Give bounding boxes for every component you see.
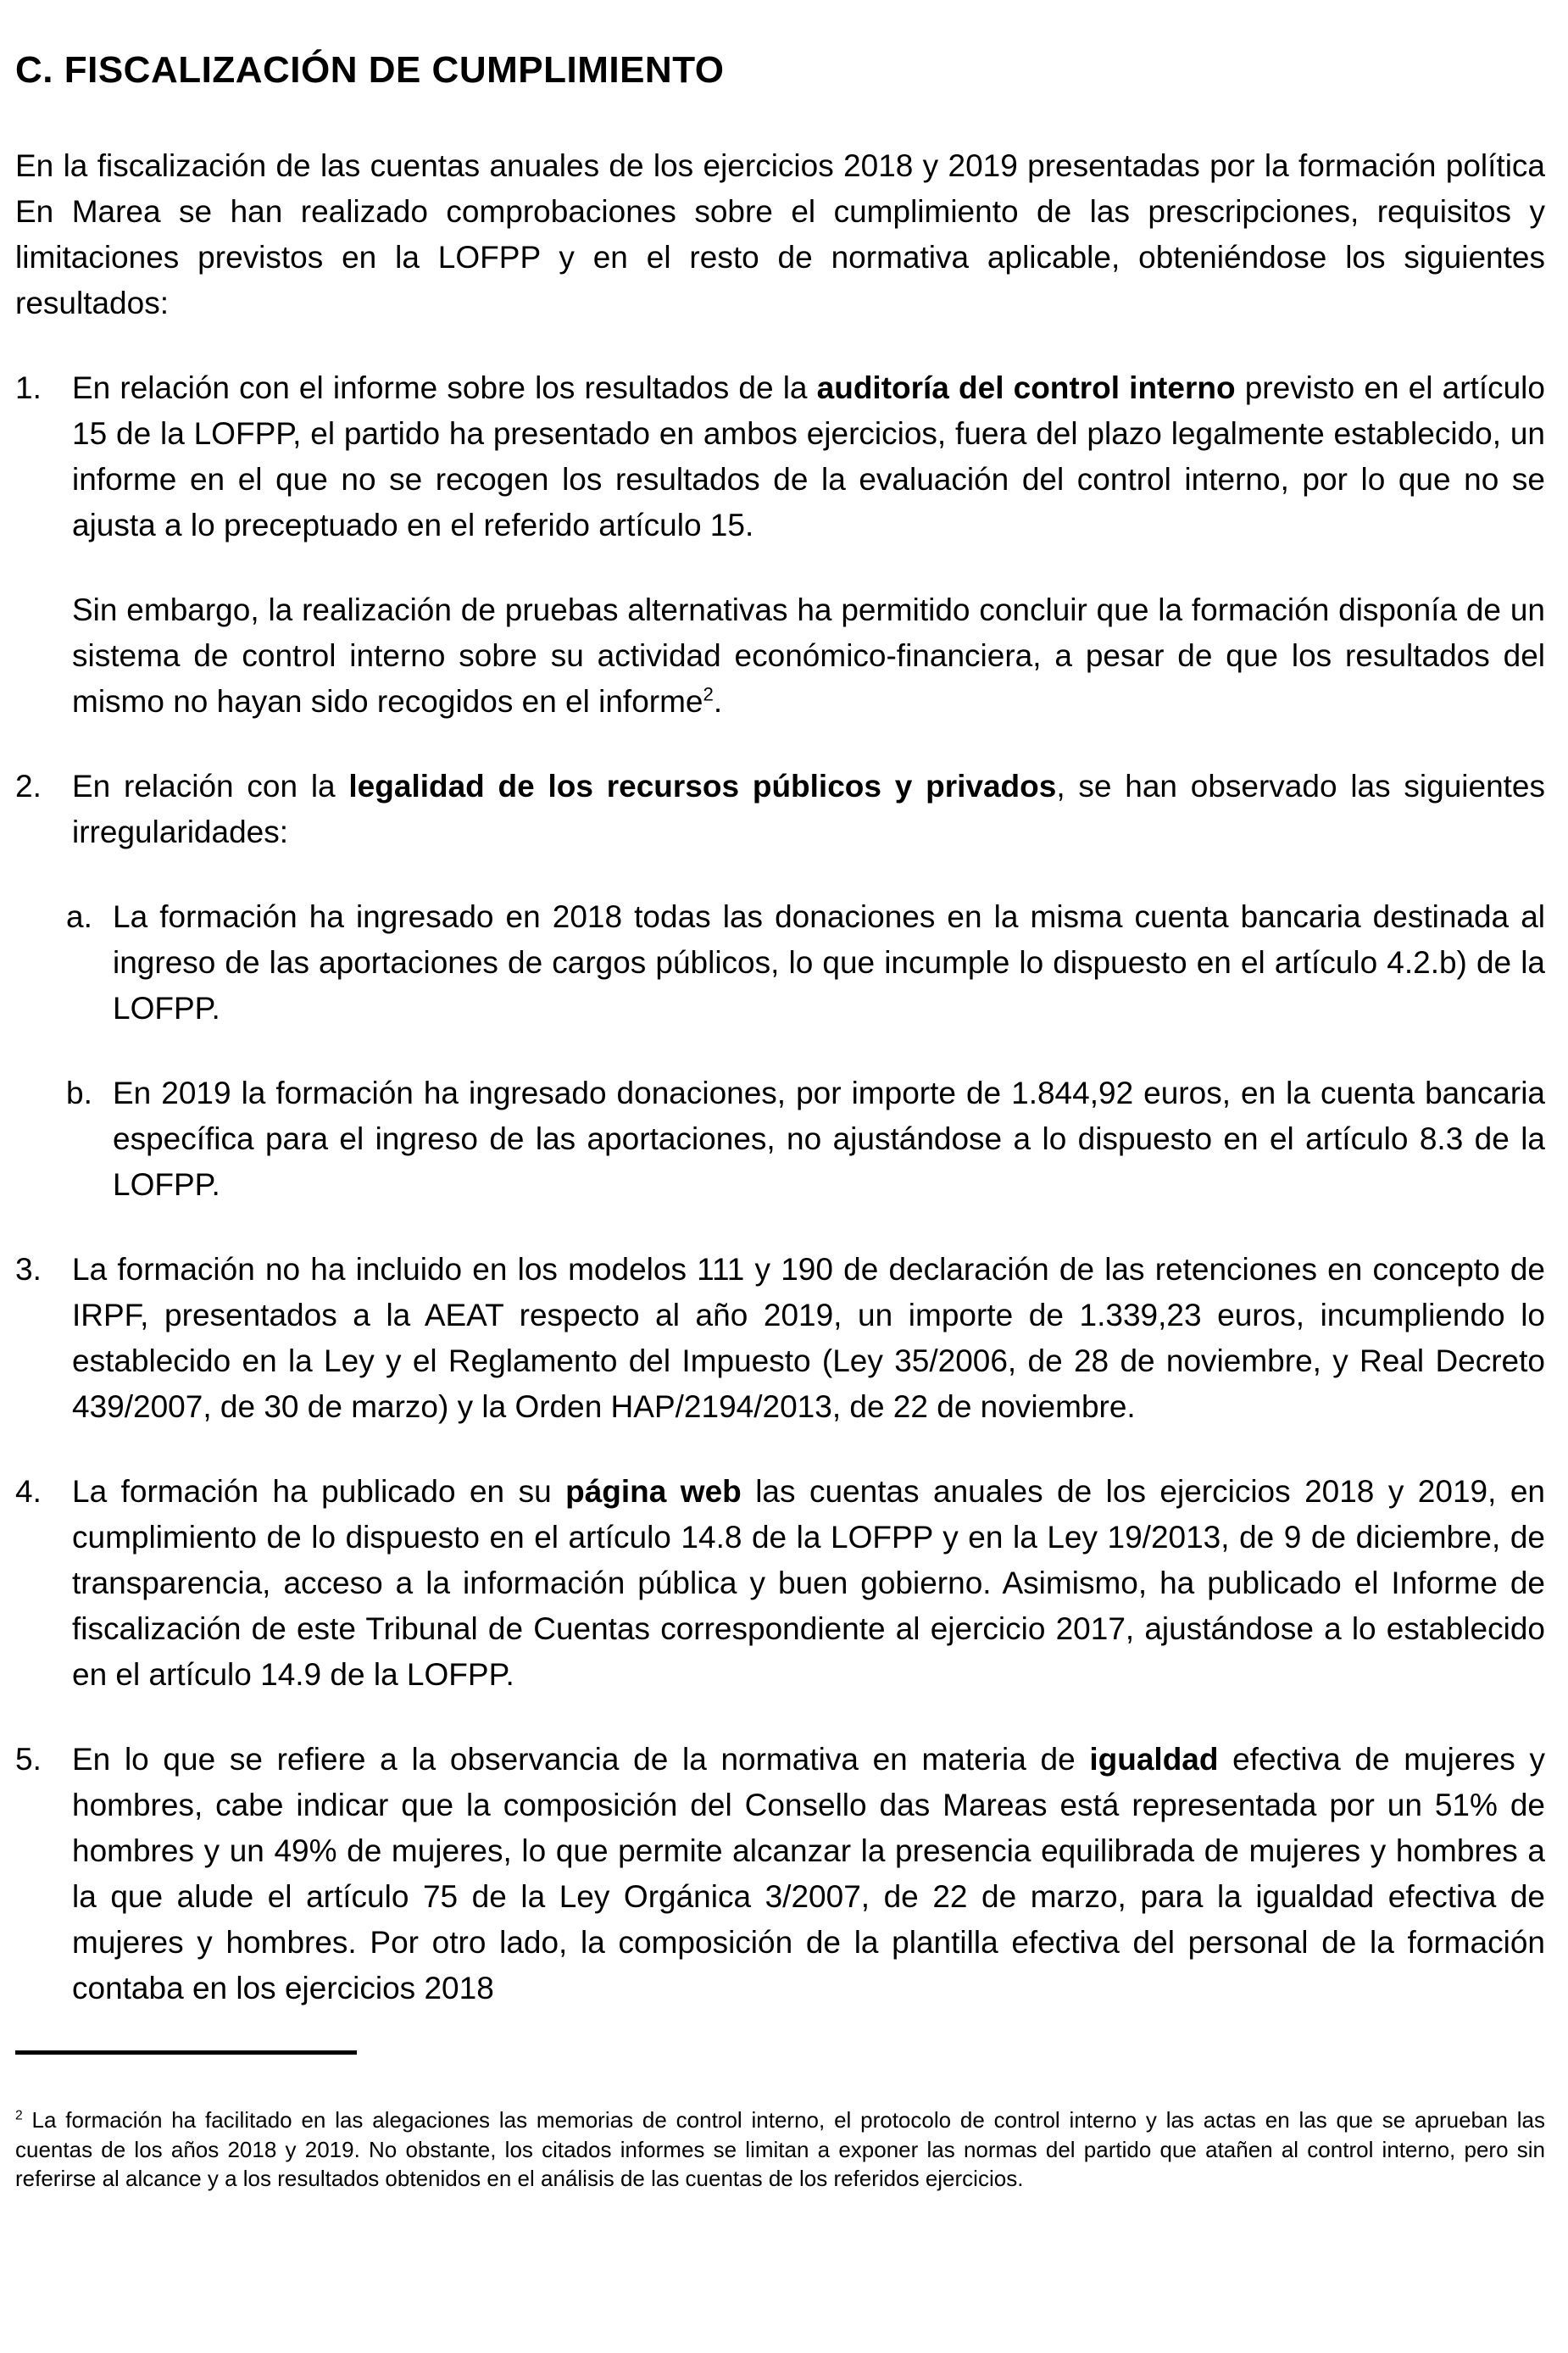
text-run: La formación ha publicado en su [72, 1474, 566, 1509]
sub-item-a [15, 894, 1545, 1032]
list-marker: b. [66, 1076, 92, 1110]
sub-item-b [15, 1071, 1545, 1208]
text-run: La formación ha ingresado en 2018 todas las donaciones en la misma cuenta bancaria destinada al ingreso de las aportaciones de cargos públicos, lo que incumple lo dispuesto en el artículo 4.2.b) de la LOFPP. [113, 899, 1545, 1026]
list-marker: 2. [15, 769, 42, 804]
text-run: En relación con la [72, 769, 349, 804]
bold-text-run: legalidad de los recursos públicos y privados [348, 769, 1057, 804]
text-run: las cuentas anuales de los ejercicios 2018 y 2019, en cumplimiento de lo dispuesto en el artículo 14.8 de la LOFPP y en la Ley 19/2013, de 9 de diciembre, de transparencia, acceso a la información pública y buen gobierno. Asimismo, ha publicado el Informe de fiscalización de este Tribunal de Cuentas correspondiente al ejercicio 2017, ajustándose a lo establecido en el artículo 14.9 de la LOFPP. [72, 1474, 1545, 1692]
text-run: La formación ha facilitado en las alegaciones las memorias de control interno, el protocolo de control interno y las actas en las que se aprueban las cuentas de los años 2018 y 2019. No obstante, los citados informes se limitan a exponer las normas del partido que atañen al control interno, pero sin referirse al alcance y a los resultados obtenidos en el análisis de las cuentas de los referidos ejercicios. [15, 2107, 1545, 2191]
bold-text-run: página web [565, 1474, 742, 1509]
footnote-separator [15, 2050, 357, 2055]
list-marker: 3. [15, 1252, 42, 1287]
continuation [15, 587, 1545, 725]
footnote-marker: 2 [15, 2108, 23, 2123]
list-item-3 [15, 1247, 1545, 1430]
list-marker: 5. [15, 1742, 42, 1777]
footnote-reference: 2 [703, 683, 714, 705]
text-run: En relación con el informe sobre los resultados de la [72, 370, 817, 405]
text-run: En 2019 la formación ha ingresado donaciones, por importe de 1.844,92 euros, en la cuenta bancaria específica para el ingreso de las aportaciones, no ajustándose a lo dispuesto en el artículo 8.3 de la LOFPP. [113, 1076, 1545, 1202]
text-run: . [713, 684, 723, 719]
text-run: En la fiscalización de las cuentas anuales de los ejercicios 2018 y 2019 presentadas por la formación política En Marea se han realizado comprobaciones sobre el cumplimiento de las prescripciones, requisitos y limitaciones previstos en la LOFPP y en el resto de normativa aplicable, obteniéndose los siguientes resultados: [15, 148, 1545, 320]
list-item-5 [15, 1737, 1545, 2011]
text-run: , se han observado las siguientes irregularidades: [72, 769, 1546, 849]
text-run: efectiva de mujeres y hombres, cabe indicar que la composición del Consello das Mareas está representada por un 51% de hombres y un 49% de mujeres, lo que permite alcanzar la presencia equilibrada de mujeres y hombres a la que alude el artículo 75 de la Ley Orgánica 3/2007, de 22 de marzo, para la igualdad efectiva de mujeres y hombres. Por otro lado, la composición de la plantilla efectiva del personal de la formación contaba en los ejercicios 2018 [72, 1742, 1545, 2005]
text-run: previsto en el artículo 15 de la LOFPP, el partido ha presentado en ambos ejercicios, fuera del plazo legalmente establecido, un informe en el que no se recogen los resultados de la evaluación del control interno, por lo que no se ajusta a lo preceptuado en el referido artículo 15. [72, 370, 1545, 542]
paragraph [15, 143, 1545, 326]
document-body [15, 143, 1545, 2011]
list-marker: 4. [15, 1474, 42, 1509]
bold-text-run: auditoría del control interno [816, 370, 1236, 405]
footnote [15, 2105, 1545, 2194]
list-marker: a. [66, 899, 92, 934]
list-item-2 [15, 764, 1545, 855]
text-run: La formación no ha incluido en los modelos 111 y 190 de declaración de las retenciones en concepto de IRPF, presentados a la AEAT respecto al año 2019, un importe de 1.339,23 euros, incumpliendo lo establecido en la Ley y el Reglamento del Impuesto (Ley 35/2006, de 28 de noviembre, y Real Decreto 439/2007, de 30 de marzo) y la Orden HAP/2194/2013, de 22 de noviembre. [72, 1252, 1545, 1424]
text-run: En lo que se refiere a la observancia de la normativa en materia de [72, 1742, 1090, 1777]
list-item-1 [15, 365, 1545, 548]
bold-text-run: igualdad [1089, 1742, 1219, 1777]
section-heading: C. FISCALIZACIÓN DE CUMPLIMIENTO [15, 49, 725, 91]
list-marker: 1. [15, 370, 42, 405]
list-item-4 [15, 1469, 1545, 1698]
text-run: Sin embargo, la realización de pruebas alternativas ha permitido concluir que la formación disponía de un sistema de control interno sobre su actividad económico-financiera, a pesar de que los resultados del mismo no hayan sido recogidos en el informe [72, 592, 1545, 719]
